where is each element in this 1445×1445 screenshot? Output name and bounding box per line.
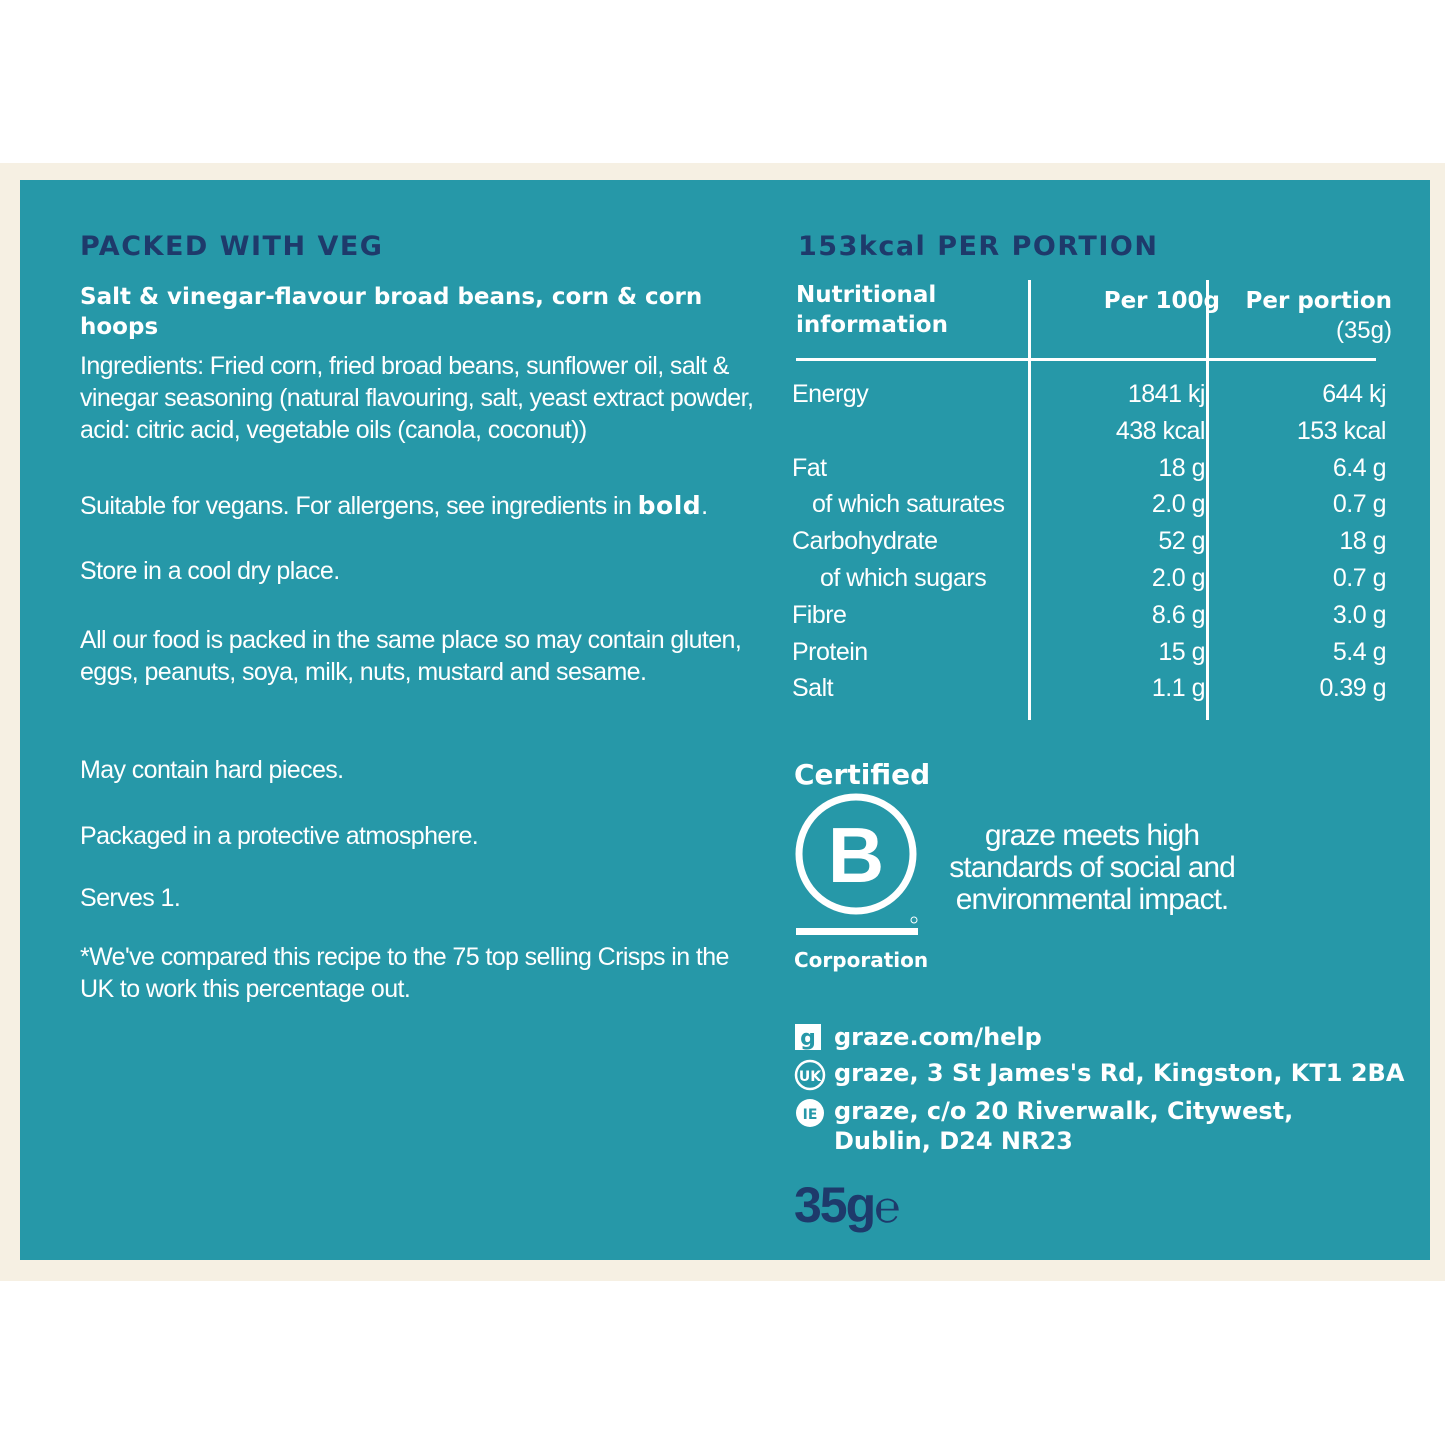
per-100g-value: 2.0 g: [1151, 490, 1205, 519]
nutrition-row: [792, 454, 1392, 490]
nutrition-row: [792, 490, 1392, 526]
per-100g-value: 1.1 g: [1151, 674, 1205, 703]
nutrient-label: Fibre: [792, 600, 847, 629]
per-portion-value: 0.7 g: [1332, 490, 1386, 519]
estimated-sign-icon: ℮: [874, 1183, 901, 1232]
per-100g-value: 15 g: [1158, 637, 1205, 666]
ie-badge-icon: [794, 1096, 828, 1137]
col-header-line-2: information: [796, 312, 948, 338]
per-portion-value: 18 g: [1339, 527, 1386, 556]
vegan-note-bold: bold: [637, 491, 702, 520]
col-header-per-portion: [1246, 286, 1392, 346]
per-portion-value: 0.39 g: [1319, 674, 1386, 703]
ie-address-line-2: Dublin, D24 NR23: [834, 1127, 1073, 1155]
bcorp-statement: graze meets high standards of social and environmental impact.: [949, 819, 1235, 916]
nutrient-label: Protein: [792, 637, 868, 666]
net-weight: [794, 1176, 901, 1234]
per-portion-value: 153 kcal: [1296, 416, 1386, 445]
ingredients-text: Ingredients: Fried corn, fried broad beans, sunflower oil, salt & vinegar seasoning (natural flavouring, salt, yeast extract powder, acid: citric acid, vegetable oils (canola, coconut)): [80, 352, 754, 444]
nutrition-label-panel: [20, 180, 1430, 1260]
kcal-per-portion-heading: 153kcal PER PORTION: [798, 231, 1159, 262]
per-100g-value: 2.0 g: [1151, 564, 1205, 592]
svg-text:g: g: [800, 1026, 816, 1051]
b-corp-logo-icon: [794, 792, 924, 942]
nutrition-table: [792, 280, 1392, 720]
packed-with-veg-heading: PACKED WITH VEG: [80, 231, 384, 262]
per-portion-value: 6.4 g: [1332, 453, 1386, 482]
per-100g-value: 438 kcal: [1115, 416, 1205, 445]
product-name: Salt & vinegar-flavour broad beans, corn & corn hoops: [80, 284, 703, 340]
col-header-nutritional: [796, 280, 948, 340]
table-header-rule: [796, 358, 1376, 361]
graze-g-icon: [794, 1022, 824, 1059]
ie-address-line-1: graze, c/o 20 Riverwalk, Citywest,: [834, 1097, 1294, 1125]
per-100g-value: 52 g: [1158, 527, 1205, 556]
per-portion-value: 3.0 g: [1332, 600, 1386, 629]
nutrition-row: [792, 417, 1392, 453]
b-corp-letter: B: [827, 811, 885, 899]
col-header-line-1: Nutritional: [796, 282, 937, 308]
certified-label: Certified: [794, 758, 931, 791]
col-header-portion-size: (35g): [1335, 317, 1392, 344]
uk-badge-icon: [794, 1058, 828, 1099]
svg-text:IE: IE: [802, 1107, 818, 1123]
nutrient-label: of which saturates: [812, 490, 1005, 519]
nutrition-row: [792, 601, 1392, 637]
per-100g-value: 18 g: [1158, 453, 1205, 482]
uk-address: graze, 3 St James's Rd, Kingston, KT1 2BA: [834, 1059, 1405, 1087]
nutrition-row: [792, 527, 1392, 563]
per-100g-value: 1841 kj: [1127, 380, 1205, 408]
nutrient-label: Carbohydrate: [792, 527, 938, 556]
nutrient-label: of which sugars: [820, 564, 987, 592]
footnote: *We've compared this recipe to the 75 top selling Crisps in the UK to work this percentage out.: [80, 943, 729, 1003]
ie-address: [834, 1096, 1293, 1156]
per-portion-value: 0.7 g: [1332, 564, 1386, 592]
net-weight-value: 35g: [794, 1177, 875, 1233]
atmosphere-note: Packaged in a protective atmosphere.: [80, 822, 479, 850]
vegan-note-text: Suitable for vegans. For allergens, see ingredients in: [80, 492, 638, 520]
help-url: graze.com/help: [834, 1023, 1042, 1051]
nutrition-row: [792, 380, 1392, 416]
per-portion-value: 644 kj: [1322, 380, 1386, 408]
col-header-portion-line: Per portion: [1245, 288, 1392, 314]
nutrition-row: [792, 674, 1392, 710]
nutrient-label: Energy: [792, 380, 869, 408]
nutrient-label: Salt: [792, 674, 834, 703]
nutrient-label: Fat: [792, 453, 827, 482]
vegan-note-end: .: [701, 492, 708, 520]
per-portion-value: 5.4 g: [1332, 637, 1386, 666]
allergy-note: All our food is packed in the same place so may contain gluten, eggs, peanuts, soya, milk, nuts, mustard and sesame.: [80, 626, 742, 686]
hard-pieces-note: May contain hard pieces.: [80, 756, 344, 784]
storage-note: Store in a cool dry place.: [80, 557, 340, 585]
nutrition-row: [792, 638, 1392, 674]
per-100g-value: 8.6 g: [1151, 600, 1205, 629]
col-header-per-100g: Per 100g: [1103, 288, 1220, 314]
nutrition-row: [792, 564, 1392, 600]
serves-note: Serves 1.: [80, 884, 181, 912]
svg-text:UK: UK: [798, 1069, 822, 1085]
corporation-label: Corporation: [794, 948, 929, 972]
vegan-note: [80, 490, 760, 522]
